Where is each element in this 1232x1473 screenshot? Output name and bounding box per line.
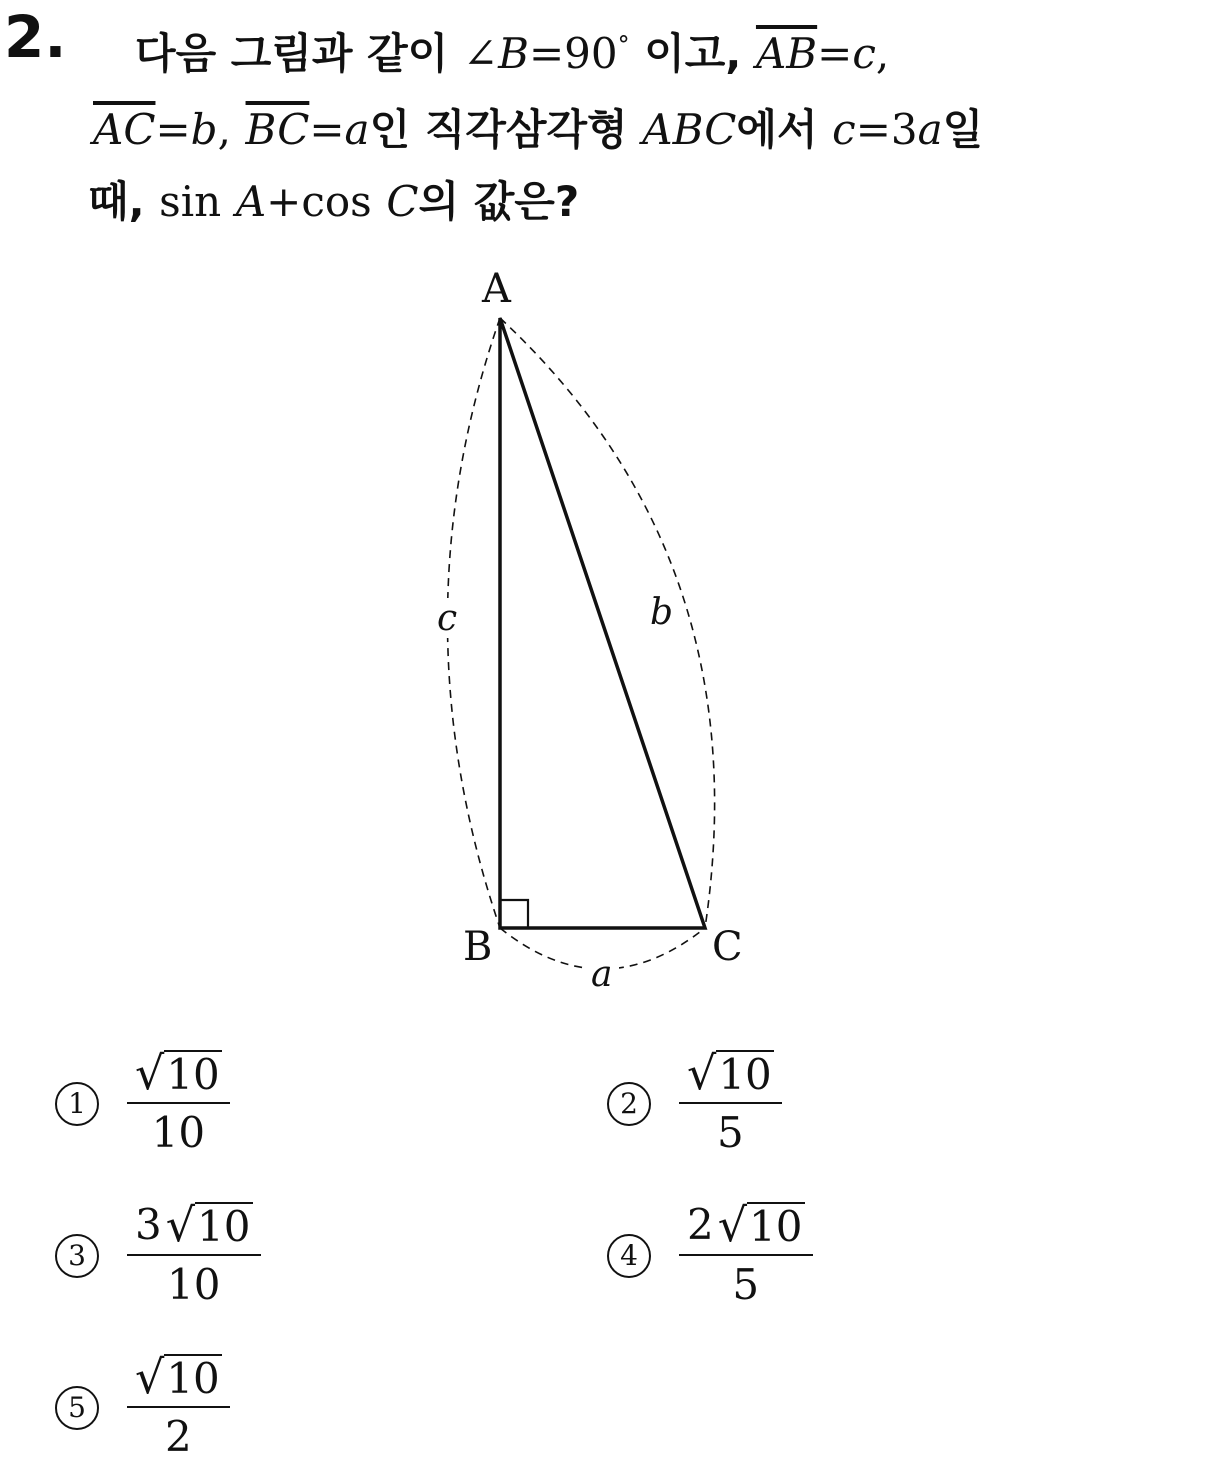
denominator: 10 — [127, 1254, 261, 1312]
denominator: 2 — [127, 1406, 230, 1464]
right-angle-mark — [500, 900, 528, 928]
triangle-name: ABC — [642, 105, 737, 154]
choice-marker: 1 — [55, 1082, 99, 1126]
sqrt-icon: √ — [135, 1350, 165, 1404]
math-eq: = — [155, 105, 191, 154]
denominator: 5 — [679, 1254, 813, 1312]
math-eq: =3 — [855, 105, 918, 154]
angle-symbol: ∠ — [462, 29, 499, 78]
choice-marker: 3 — [55, 1234, 99, 1278]
math-op: + — [266, 177, 302, 226]
radicand: 10 — [749, 1202, 803, 1251]
choice-fraction — [679, 1200, 813, 1312]
vertex-a-label: A — [482, 266, 511, 312]
radicand: 10 — [166, 1050, 220, 1099]
vertex-c-label: C — [712, 924, 743, 970]
math-var: B — [498, 29, 529, 78]
comma: , — [217, 105, 231, 154]
sqrt-icon: √ — [687, 1046, 717, 1100]
side-b-label: b — [650, 592, 674, 633]
question-text: 에서 — [736, 105, 818, 154]
math-var: b — [190, 105, 218, 154]
math-eq: = — [817, 29, 853, 78]
side-a-label: a — [591, 954, 613, 995]
choice-marker: 2 — [607, 1082, 651, 1126]
math-var: A — [235, 177, 267, 226]
choice-fraction — [679, 1048, 782, 1160]
choice-marker: 4 — [607, 1234, 651, 1278]
choice-1[interactable] — [55, 1048, 230, 1160]
vertex-b-label: B — [463, 924, 493, 970]
question-text: 일 — [942, 105, 984, 154]
math-func: cos — [301, 177, 372, 226]
coefficient: 2 — [687, 1200, 714, 1249]
question-text: 인 직각삼각형 — [369, 105, 628, 154]
math-var: c — [832, 105, 856, 154]
denominator: 10 — [127, 1102, 230, 1160]
math-func: sin — [159, 177, 222, 226]
sqrt-icon: √ — [165, 1198, 196, 1252]
sqrt-icon: √ — [135, 1046, 165, 1100]
radicand: 10 — [718, 1050, 772, 1099]
question-text: 때, — [88, 177, 145, 226]
coefficient: 3 — [135, 1200, 162, 1249]
segment-bc: $\overline{BC}$ — [245, 105, 310, 154]
side-c-label: c — [437, 598, 458, 639]
radicand: 10 — [166, 1354, 220, 1403]
segment-ac: $\overline{AC}$ — [93, 105, 156, 154]
math-var: a — [344, 105, 370, 154]
question-number: 2. — [4, 3, 67, 71]
math-var: a — [917, 105, 943, 154]
radicand: 10 — [197, 1202, 251, 1251]
choice-2[interactable] — [607, 1048, 782, 1160]
question-text: 다음 그림과 같이 — [135, 29, 449, 78]
degree-symbol: ° — [617, 31, 630, 59]
segment-ab: $\overline{AB}$ — [755, 29, 818, 78]
choice-fraction — [127, 1200, 261, 1312]
math-eq: =90 — [528, 29, 618, 78]
choice-3[interactable] — [55, 1200, 261, 1312]
question-text: 의 값은? — [418, 177, 580, 226]
choice-4[interactable] — [607, 1200, 813, 1312]
math-var: c — [852, 29, 876, 78]
choice-5[interactable] — [55, 1352, 230, 1464]
math-eq: = — [309, 105, 345, 154]
choice-marker: 5 — [55, 1386, 99, 1430]
sqrt-icon: √ — [717, 1198, 748, 1252]
choice-fraction — [127, 1352, 230, 1464]
comma: , — [875, 29, 890, 78]
math-var: C — [386, 177, 419, 226]
choice-fraction — [127, 1048, 230, 1160]
question-text: 이고, — [644, 29, 742, 78]
denominator: 5 — [679, 1102, 782, 1160]
